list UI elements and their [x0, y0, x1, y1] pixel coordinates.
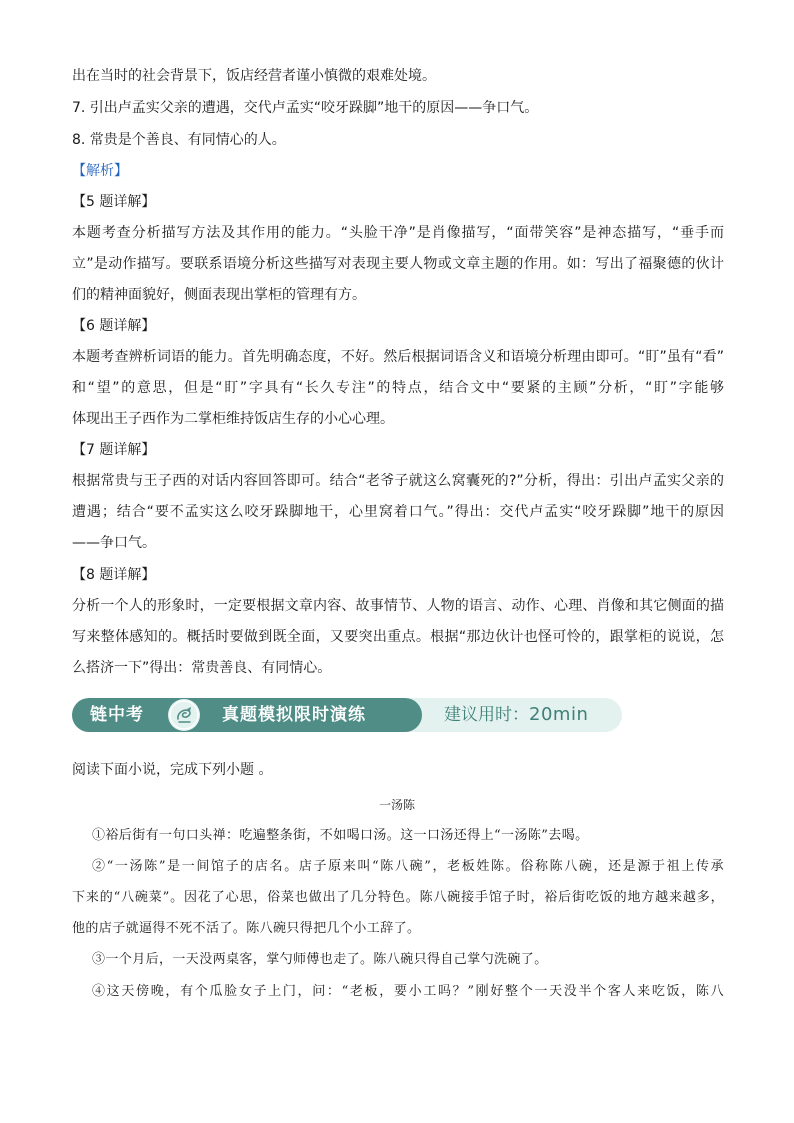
answer-continuation: 出在当时的社会背景下，饭店经营者谨小慎微的艰难处境。 [72, 68, 436, 84]
story-line: 下来的“八碗菜”。因花了心思，俗菜也做出了几分特色。陈八碗接手馆子时，裕后街吃饭的地方越来越多， [72, 890, 724, 905]
q5-line: 本题考查分析描写方法及其作用的能力。“头脸干净”是肖像描写，“面带笑容”是神态描写，“垂手而 [72, 225, 724, 241]
banner-left-label: 链中考 [90, 705, 144, 725]
banner-title: 真题模拟限时演练 [222, 705, 366, 725]
q7-line: ——争口气。 [72, 535, 156, 551]
suggested-time-value: 20min [529, 704, 589, 725]
q5-line: 立”是动作描写。要联系语境分析这些描写对表现主要人物或文章主题的作用。如：写出了福聚德的伙计 [72, 256, 724, 272]
q7-line: 遭遇；结合“要不孟实这么咬牙跺脚地干，心里窝着口气。”得出：交代卢孟实“咬牙跺脚”地干的原因 [72, 504, 724, 520]
q8-line: 写来整体感知的。概括时要做到既全面，又要突出重点。根据“那边伙计也怪可怜的，跟掌柜的说说，怎 [72, 629, 724, 645]
answer-8: 8. 常贵是个善良、有同情心的人。 [72, 132, 286, 148]
q6-line: 和“望”的意思，但是“盯”字具有“长久专注”的特点，结合文中“要紧的主顾”分析，“盯”字能够 [72, 380, 724, 396]
q8-heading: 【8 题详解】 [72, 567, 156, 583]
q6-line: 本题考查辨析词语的能力。首先明确态度，不好。然后根据词语含义和语境分析理由即可。“盯”虽有“看” [72, 349, 724, 365]
story-line: 他的店子就逼得不死不活了。陈八碗只得把几个小工辞了。 [72, 921, 421, 936]
story-paragraph: ①裕后街有一句口头禅：吃遍整条街，不如喝口汤。这一口汤还得上“一汤陈”去喝。 [92, 828, 589, 843]
q6-line: 体现出王子西作为二掌柜维持饭店生存的小心心理。 [72, 411, 394, 427]
pen-swirl-icon [168, 699, 200, 731]
practice-banner [72, 698, 622, 732]
banner-suggested-time [444, 704, 588, 726]
q5-line: 们的精神面貌好，侧面表现出掌柜的管理有方。 [72, 287, 366, 303]
q7-line: 根据常贵与王子西的对话内容回答即可。结合“老爷子就这么窝囊死的?”分析，得出：引出卢孟实父亲的 [72, 473, 724, 489]
reading-instruction: 阅读下面小说，完成下列小题 。 [72, 762, 273, 778]
analysis-label: 【解析】 [72, 163, 128, 179]
q7-heading: 【7 题详解】 [72, 442, 156, 458]
q8-line: 么搭济一下”得出：常贵善良、有同情心。 [72, 660, 332, 676]
q5-heading: 【5 题详解】 [72, 194, 156, 210]
story-paragraph: ②“一汤陈”是一间馆子的店名。店子原来叫“陈八碗”，老板姓陈。俗称陈八碗，还是源于祖上传承 [92, 859, 724, 874]
q6-heading: 【6 题详解】 [72, 318, 156, 334]
story-title: 一汤陈 [378, 798, 415, 812]
q8-line: 分析一个人的形象时，一定要根据文章内容、故事情节、人物的语言、动作、心理、肖像和其它侧面的描 [72, 598, 724, 614]
suggested-time-label: 建议用时： [444, 705, 529, 725]
story-paragraph: ③一个月后，一天没两桌客，掌勺师傅也走了。陈八碗只得自己掌勺洗碗了。 [92, 952, 548, 967]
story-paragraph: ④这天傍晚，有个瓜脸女子上门，问：“老板，要小工吗？”刚好整个一天没半个客人来吃饭，陈八 [92, 984, 724, 999]
answer-7: 7. 引出卢孟实父亲的遭遇，交代卢孟实“咬牙跺脚”地干的原因——争口气。 [72, 100, 539, 116]
